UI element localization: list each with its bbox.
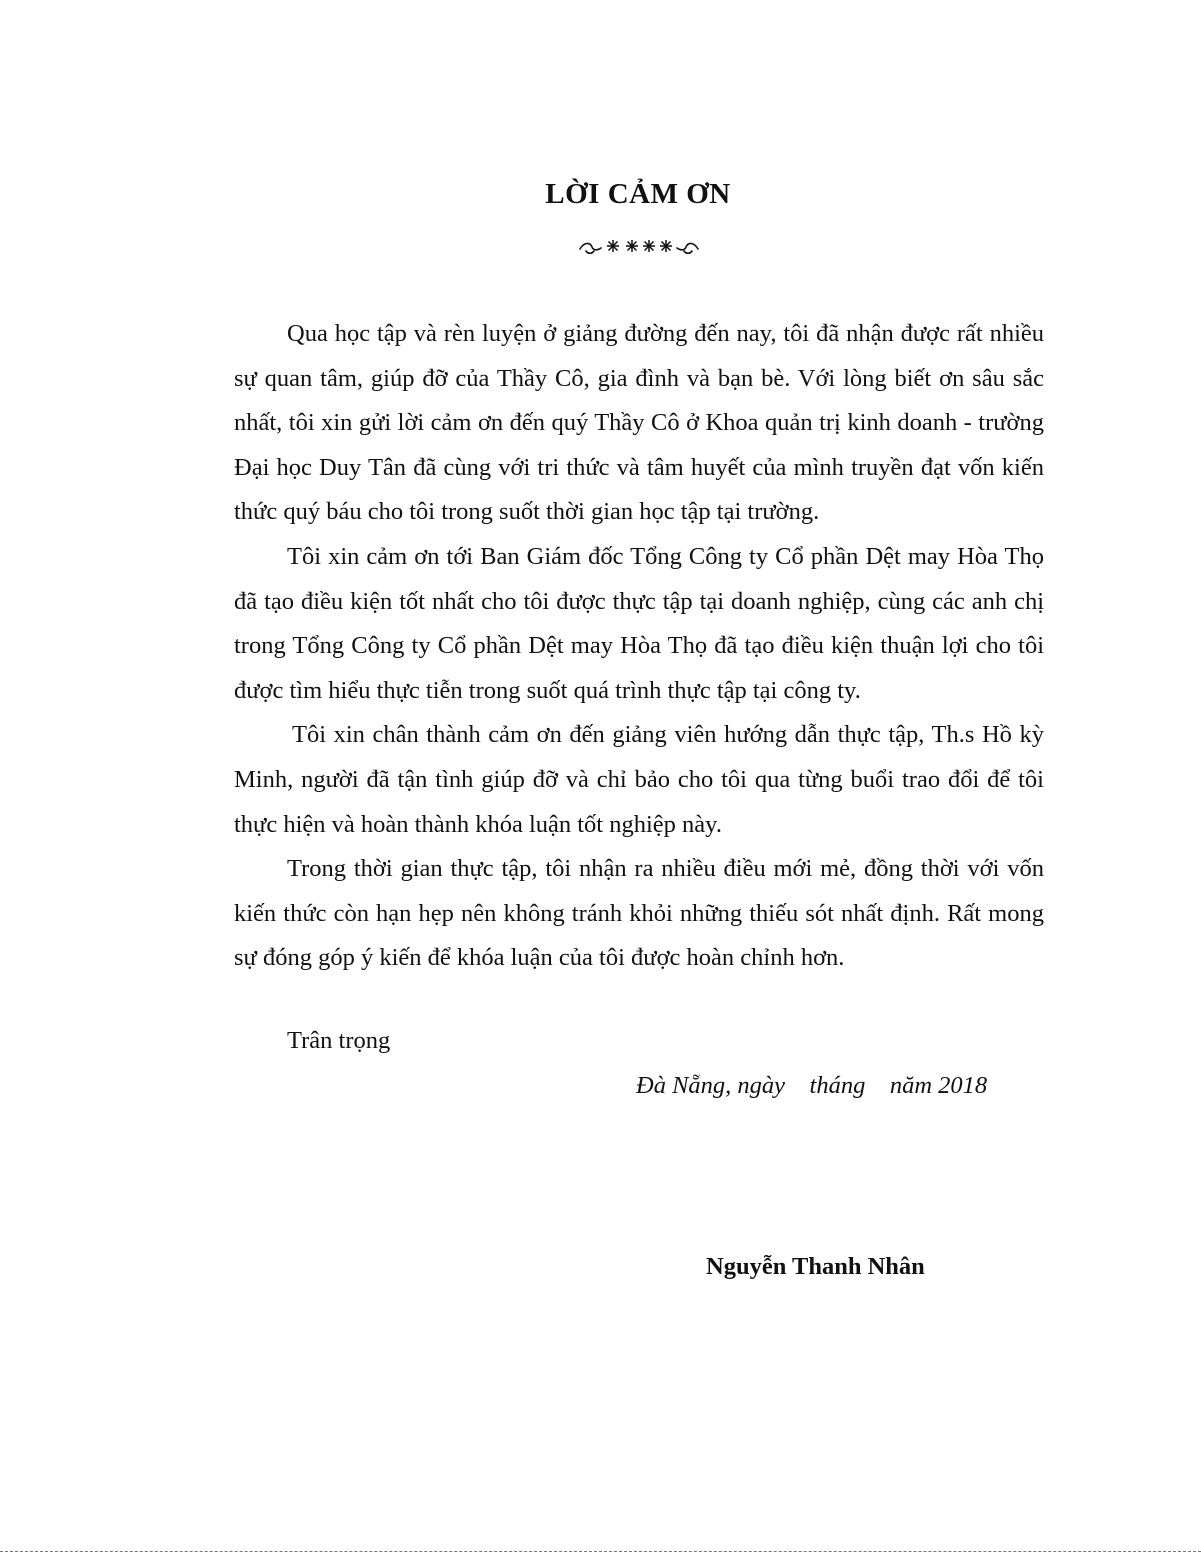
author-signature: Nguyễn Thanh Nhân: [706, 1253, 925, 1280]
page-title: LỜI CẢM ƠN: [545, 178, 731, 210]
decorative-divider-icon: [578, 232, 700, 260]
date-line: Đà Nẵng, ngày tháng năm 2018: [636, 1072, 988, 1099]
page-bottom-divider: [0, 1551, 1201, 1552]
paragraph-3: Tôi xin chân thành cảm ơn đến giảng viên hướng dẫn thực tập, Th.s Hồ kỳ Minh, người đã tận tình giúp đỡ và chỉ bảo cho tôi qua từng buổi trao đổi để tôi thực hiện và hoàn thành khóa luận tốt nghiệp này.: [234, 721, 1044, 838]
closing-salutation: Trân trọng: [287, 1027, 391, 1054]
acknowledgement-body: [234, 312, 1044, 981]
paragraph-2: Tôi xin cảm ơn tới Ban Giám đốc Tổng Công ty Cổ phần Dệt may Hòa Thọ đã tạo điều kiện tốt nhất cho tôi được thực tập tại doanh nghiệp, cùng các anh chị trong Tổng Công ty Cổ phần Dệt may Hòa Thọ đã tạo điều kiện thuận lợi cho tôi được tìm hiểu thực tiễn trong suốt quá trình thực tập tại công ty.: [234, 542, 1044, 704]
paragraph-4: Trong thời gian thực tập, tôi nhận ra nhiều điều mới mẻ, đồng thời với vốn kiến thức còn hạn hẹp nên không tránh khỏi những thiếu sót nhất định. Rất mong sự đóng góp ý kiến để khóa luận của tôi được hoàn chỉnh hơn.: [234, 855, 1044, 972]
paragraph-1: Qua học tập và rèn luyện ở giảng đường đến nay, tôi đã nhận được rất nhiều sự quan tâm, giúp đỡ của Thầy Cô, gia đình và bạn bè. Với lòng biết ơn sâu sắc nhất, tôi xin gửi lời cảm ơn đến quý Thầy Cô ở Khoa quản trị kinh doanh - trường Đại học Duy Tân đã cùng với tri thức và tâm huyết của mình truyền đạt vốn kiến thức quý báu cho tôi trong suốt thời gian học tập tại trường.: [234, 320, 1044, 526]
